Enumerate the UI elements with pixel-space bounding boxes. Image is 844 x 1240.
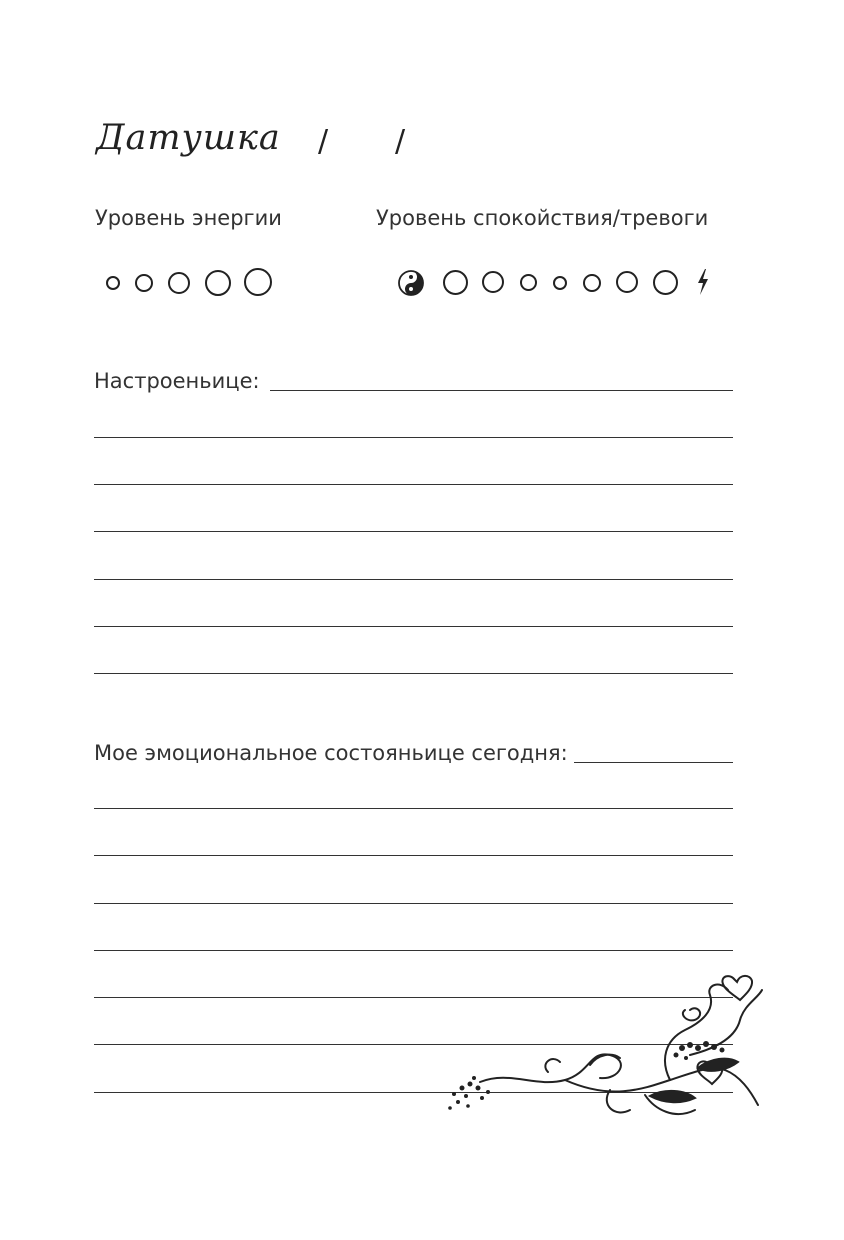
calm-circle-1[interactable] bbox=[443, 270, 468, 295]
calm-circle-4[interactable] bbox=[553, 276, 567, 290]
calm-circle-2[interactable] bbox=[482, 271, 504, 293]
emotional-state-line[interactable] bbox=[94, 903, 733, 904]
energy-circle-3[interactable] bbox=[168, 272, 190, 294]
energy-circle-2[interactable] bbox=[135, 274, 153, 292]
energy-circle-5[interactable] bbox=[244, 268, 272, 296]
mood-line[interactable] bbox=[94, 484, 733, 485]
yin-yang-icon bbox=[398, 270, 424, 296]
page-title: Датушка bbox=[96, 118, 281, 158]
mood-line[interactable] bbox=[94, 673, 733, 674]
emotional-state-line[interactable] bbox=[94, 950, 733, 951]
energy-circle-4[interactable] bbox=[205, 270, 231, 296]
date-separator-2: / bbox=[395, 124, 406, 159]
emotional-state-line[interactable] bbox=[94, 855, 733, 856]
mood-line[interactable] bbox=[270, 390, 733, 391]
calm-label: Уровень спокойствия/тревоги bbox=[376, 206, 709, 230]
calm-circle-5[interactable] bbox=[583, 274, 601, 292]
emotional-state-label: Мое эмоциональное состояньице сегодня: bbox=[94, 741, 568, 765]
calm-circle-7[interactable] bbox=[653, 270, 678, 295]
energy-circle-1[interactable] bbox=[106, 276, 120, 290]
energy-label: Уровень энергии bbox=[95, 206, 282, 230]
lightning-icon bbox=[695, 268, 711, 296]
mood-line[interactable] bbox=[94, 579, 733, 580]
emotional-state-line[interactable] bbox=[574, 762, 733, 763]
floral-corner-ornament-icon bbox=[440, 970, 765, 1130]
mood-label: Настроеньице: bbox=[94, 369, 260, 393]
mood-line[interactable] bbox=[94, 437, 733, 438]
mood-line[interactable] bbox=[94, 626, 733, 627]
calm-circle-6[interactable] bbox=[616, 271, 638, 293]
emotional-state-line[interactable] bbox=[94, 808, 733, 809]
calm-circle-3[interactable] bbox=[520, 274, 537, 291]
date-separator-1: / bbox=[318, 124, 329, 159]
mood-line[interactable] bbox=[94, 531, 733, 532]
